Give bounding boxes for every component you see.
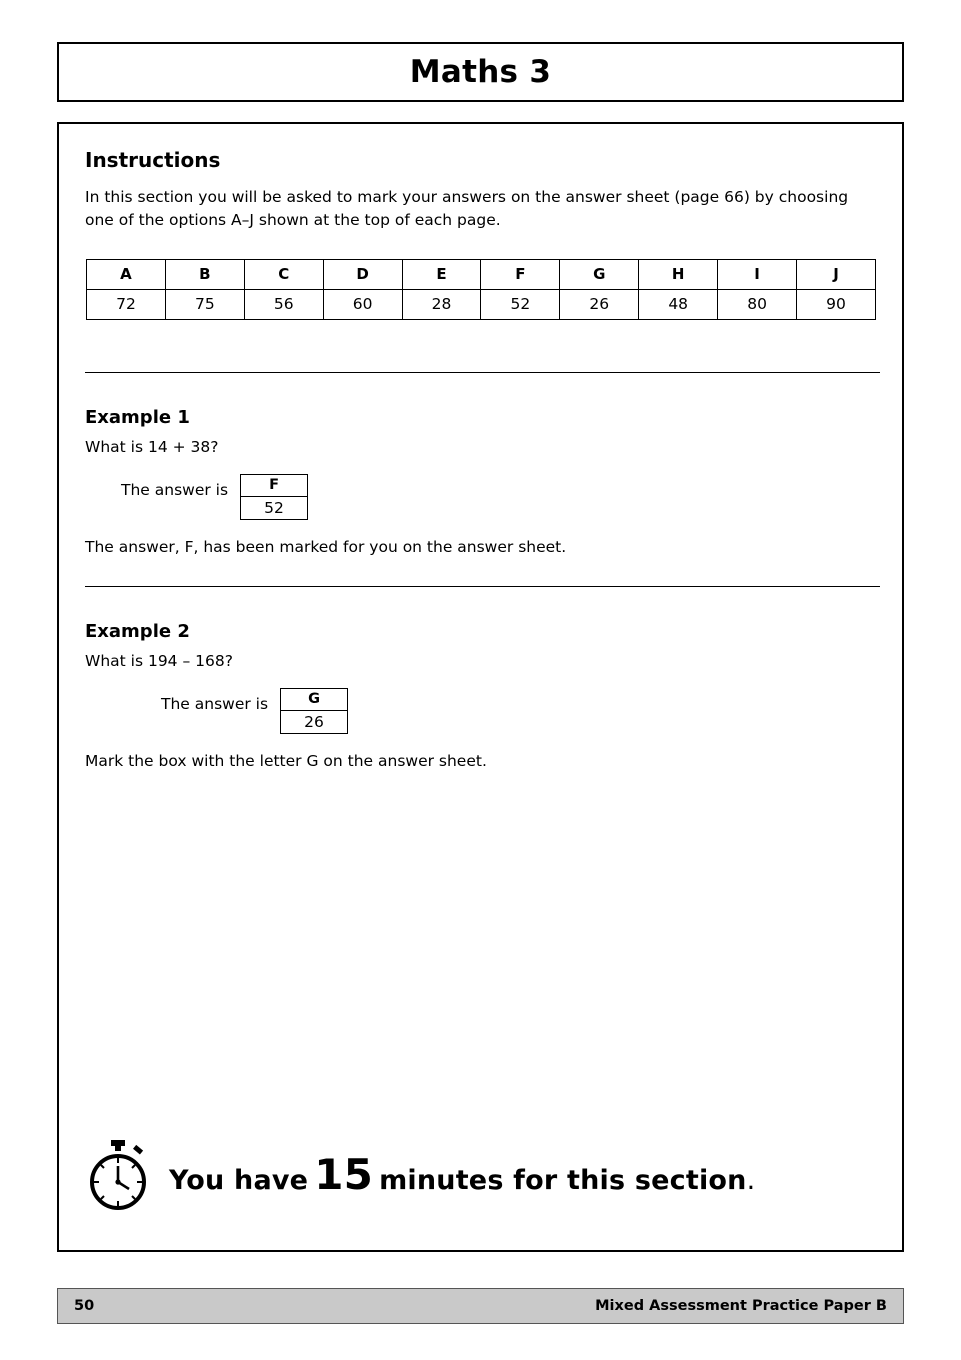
example-2-heading: Example 2 — [85, 620, 190, 642]
option-letter-j: J — [797, 259, 876, 289]
example-1-answer-row — [85, 474, 876, 520]
options-letters-row — [87, 259, 876, 289]
option-letter-c: C — [244, 259, 323, 289]
example-1-heading: Example 1 — [85, 406, 190, 428]
footer-page-number: 50 — [74, 1298, 95, 1314]
timer-line — [85, 1138, 755, 1212]
example-2-answer-box — [280, 688, 348, 734]
page-footer — [57, 1288, 904, 1324]
divider-middle — [85, 586, 880, 587]
timer-minutes: 15 — [314, 1150, 374, 1199]
option-value-d: 60 — [323, 289, 402, 319]
example-1-answer-letter: F — [241, 475, 307, 497]
example-1-answer-value: 52 — [264, 498, 284, 517]
example-2-block — [85, 621, 876, 770]
example-1-question: What is 14 + 38? — [85, 437, 219, 456]
timer-period: . — [746, 1165, 756, 1196]
option-value-c: 56 — [244, 289, 323, 319]
option-letter-d: D — [323, 259, 402, 289]
option-value-g: 26 — [560, 289, 639, 319]
example-2-note: Mark the box with the letter G on the answer sheet. — [85, 751, 487, 770]
option-letter-g: G — [560, 259, 639, 289]
option-letter-a: A — [87, 259, 166, 289]
timer-prefix: You have — [169, 1165, 309, 1196]
options-values-row — [87, 289, 876, 319]
example-2-answer-letter: G — [281, 689, 347, 711]
example-2-answer-value: 26 — [304, 712, 324, 731]
example-2-question: What is 194 – 168? — [85, 651, 233, 670]
option-letter-h: H — [639, 259, 718, 289]
option-value-f: 52 — [481, 289, 560, 319]
example-2-answer-label: The answer is — [161, 694, 269, 713]
options-table — [86, 259, 876, 320]
example-2-answer-row — [85, 688, 876, 734]
timer-suffix: minutes for this section — [379, 1165, 747, 1196]
content-panel — [57, 122, 904, 1252]
page-title-box — [57, 42, 904, 102]
option-value-h: 48 — [639, 289, 718, 319]
example-1-note: The answer, F, has been marked for you on the answer sheet. — [85, 537, 567, 556]
timer-text — [169, 1150, 756, 1199]
stopwatch-icon — [85, 1138, 151, 1212]
option-value-a: 72 — [87, 289, 166, 319]
option-letter-e: E — [402, 259, 481, 289]
option-value-j: 90 — [797, 289, 876, 319]
instructions-heading: Instructions — [85, 148, 221, 172]
example-1-answer-label: The answer is — [121, 480, 229, 499]
option-letter-b: B — [165, 259, 244, 289]
example-1-answer-box — [240, 474, 308, 520]
divider-top — [85, 372, 880, 373]
footer-paper-label: Mixed Assessment Practice Paper B — [595, 1298, 887, 1314]
example-1-block — [85, 407, 876, 556]
option-letter-f: F — [481, 259, 560, 289]
option-value-e: 28 — [402, 289, 481, 319]
instructions-text: In this section you will be asked to mark your answers on the answer sheet (page 66) by choosing one of the options A–J shown at the top of each page. — [85, 188, 849, 230]
option-letter-i: I — [718, 259, 797, 289]
option-value-b: 75 — [165, 289, 244, 319]
option-value-i: 80 — [718, 289, 797, 319]
content-inner — [85, 148, 876, 770]
page-title: Maths 3 — [409, 54, 552, 90]
